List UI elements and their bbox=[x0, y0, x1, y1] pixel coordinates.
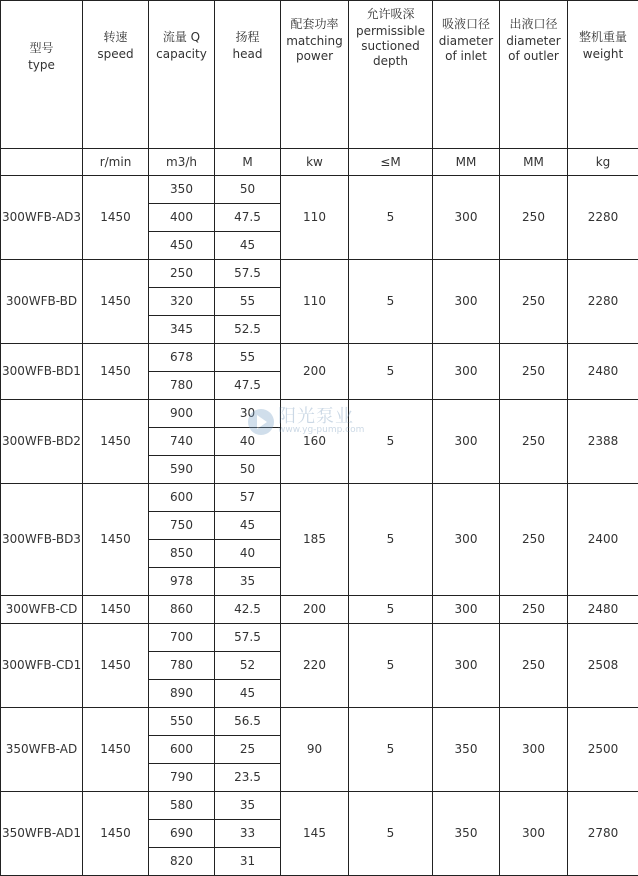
model-capacity: 250 bbox=[149, 260, 215, 288]
model-outlet: 250 bbox=[500, 260, 568, 344]
model-outlet: 250 bbox=[500, 176, 568, 260]
model-speed: 1450 bbox=[83, 344, 149, 400]
model-inlet: 300 bbox=[433, 596, 500, 624]
model-capacity: 780 bbox=[149, 372, 215, 400]
units-empty-cell bbox=[1, 149, 83, 176]
model-speed: 1450 bbox=[83, 176, 149, 260]
model-depth: 5 bbox=[349, 624, 433, 708]
model-power: 160 bbox=[281, 400, 349, 484]
model-capacity: 678 bbox=[149, 344, 215, 372]
model-head: 33 bbox=[215, 820, 281, 848]
model-capacity: 900 bbox=[149, 400, 215, 428]
model-power: 220 bbox=[281, 624, 349, 708]
model-capacity: 780 bbox=[149, 652, 215, 680]
model-speed: 1450 bbox=[83, 792, 149, 876]
model-head: 55 bbox=[215, 344, 281, 372]
unit-head: M bbox=[215, 149, 281, 176]
model-inlet: 300 bbox=[433, 624, 500, 708]
model-capacity: 550 bbox=[149, 708, 215, 736]
model-head: 47.5 bbox=[215, 372, 281, 400]
model-weight: 2400 bbox=[568, 484, 638, 596]
model-weight: 2280 bbox=[568, 176, 638, 260]
unit-weight: kg bbox=[568, 149, 638, 176]
model-head: 50 bbox=[215, 456, 281, 484]
model-power: 110 bbox=[281, 176, 349, 260]
model-head: 52.5 bbox=[215, 316, 281, 344]
model-head: 56.5 bbox=[215, 708, 281, 736]
model-type: 350WFB-AD bbox=[1, 708, 83, 792]
model-capacity: 820 bbox=[149, 848, 215, 876]
model-inlet: 300 bbox=[433, 484, 500, 596]
model-power: 185 bbox=[281, 484, 349, 596]
model-depth: 5 bbox=[349, 400, 433, 484]
model-type: 300WFB-BD3 bbox=[1, 484, 83, 596]
table-row bbox=[1, 176, 638, 204]
table-row bbox=[1, 624, 638, 652]
model-head: 30 bbox=[215, 400, 281, 428]
header-type-cn: 型号 bbox=[1, 41, 82, 56]
model-depth: 5 bbox=[349, 484, 433, 596]
model-inlet: 300 bbox=[433, 400, 500, 484]
model-type: 350WFB-AD1 bbox=[1, 792, 83, 876]
model-speed: 1450 bbox=[83, 484, 149, 596]
model-head: 47.5 bbox=[215, 204, 281, 232]
model-inlet: 300 bbox=[433, 344, 500, 400]
model-head: 23.5 bbox=[215, 764, 281, 792]
header-power-en: matching power bbox=[281, 34, 348, 64]
model-type: 300WFB-AD3 bbox=[1, 176, 83, 260]
model-outlet: 300 bbox=[500, 708, 568, 792]
model-capacity: 600 bbox=[149, 736, 215, 764]
model-inlet: 350 bbox=[433, 792, 500, 876]
model-capacity: 978 bbox=[149, 568, 215, 596]
table-row bbox=[1, 792, 638, 820]
unit-speed: r/min bbox=[83, 149, 149, 176]
header-type bbox=[1, 1, 83, 149]
model-power: 145 bbox=[281, 792, 349, 876]
model-head: 55 bbox=[215, 288, 281, 316]
model-type: 300WFB-BD2 bbox=[1, 400, 83, 484]
model-head: 52 bbox=[215, 652, 281, 680]
model-type: 300WFB-CD1 bbox=[1, 624, 83, 708]
model-weight: 2280 bbox=[568, 260, 638, 344]
table-row bbox=[1, 596, 638, 624]
model-inlet: 350 bbox=[433, 708, 500, 792]
header-weight bbox=[568, 1, 638, 149]
model-head: 45 bbox=[215, 680, 281, 708]
header-head bbox=[215, 1, 281, 149]
model-inlet: 300 bbox=[433, 176, 500, 260]
header-speed-en: speed bbox=[83, 47, 148, 62]
header-outlet-cn: 出液口径 bbox=[500, 17, 567, 32]
model-weight: 2480 bbox=[568, 344, 638, 400]
header-power bbox=[281, 1, 349, 149]
header-type-en: type bbox=[1, 58, 82, 73]
header-depth-cn: 允许吸深 bbox=[349, 7, 432, 22]
header-speed-cn: 转速 bbox=[83, 30, 148, 45]
unit-power: kw bbox=[281, 149, 349, 176]
model-capacity: 790 bbox=[149, 764, 215, 792]
model-outlet: 250 bbox=[500, 484, 568, 596]
model-capacity: 400 bbox=[149, 204, 215, 232]
model-speed: 1450 bbox=[83, 596, 149, 624]
model-capacity: 320 bbox=[149, 288, 215, 316]
header-outlet-en: diameter of outler bbox=[500, 34, 567, 64]
header-inlet-en: diameter of inlet bbox=[433, 34, 499, 64]
header-row bbox=[1, 1, 638, 149]
model-capacity: 890 bbox=[149, 680, 215, 708]
model-capacity: 590 bbox=[149, 456, 215, 484]
model-depth: 5 bbox=[349, 344, 433, 400]
model-depth: 5 bbox=[349, 176, 433, 260]
model-weight: 2508 bbox=[568, 624, 638, 708]
table-row bbox=[1, 260, 638, 288]
model-depth: 5 bbox=[349, 260, 433, 344]
watermark-name: 阳光泵业 bbox=[278, 408, 364, 426]
header-depth-en: permissible suctioned depth bbox=[349, 24, 432, 69]
header-power-cn: 配套功率 bbox=[281, 17, 348, 32]
header-capacity-cn: 流量 Q bbox=[149, 30, 214, 45]
model-capacity: 850 bbox=[149, 540, 215, 568]
model-capacity: 740 bbox=[149, 428, 215, 456]
model-weight: 2780 bbox=[568, 792, 638, 876]
model-capacity: 350 bbox=[149, 176, 215, 204]
model-type: 300WFB-BD bbox=[1, 260, 83, 344]
unit-capacity: m3/h bbox=[149, 149, 215, 176]
model-outlet: 250 bbox=[500, 400, 568, 484]
header-depth bbox=[349, 1, 433, 149]
model-head: 50 bbox=[215, 176, 281, 204]
model-speed: 1450 bbox=[83, 400, 149, 484]
model-capacity: 600 bbox=[149, 484, 215, 512]
model-power: 90 bbox=[281, 708, 349, 792]
model-outlet: 300 bbox=[500, 792, 568, 876]
model-outlet: 250 bbox=[500, 596, 568, 624]
model-speed: 1450 bbox=[83, 624, 149, 708]
watermark-url: www.yg-pump.com bbox=[278, 426, 364, 435]
model-depth: 5 bbox=[349, 596, 433, 624]
unit-inlet: MM bbox=[433, 149, 500, 176]
header-head-cn: 扬程 bbox=[215, 30, 280, 45]
model-weight: 2480 bbox=[568, 596, 638, 624]
model-capacity: 690 bbox=[149, 820, 215, 848]
units-row bbox=[1, 149, 638, 176]
model-head: 45 bbox=[215, 512, 281, 540]
table-row bbox=[1, 344, 638, 372]
model-power: 200 bbox=[281, 344, 349, 400]
model-speed: 1450 bbox=[83, 260, 149, 344]
model-depth: 5 bbox=[349, 792, 433, 876]
model-head: 57.5 bbox=[215, 260, 281, 288]
model-outlet: 250 bbox=[500, 624, 568, 708]
header-head-en: head bbox=[215, 47, 280, 62]
model-depth: 5 bbox=[349, 708, 433, 792]
model-head: 57 bbox=[215, 484, 281, 512]
model-inlet: 300 bbox=[433, 260, 500, 344]
model-head: 35 bbox=[215, 568, 281, 596]
model-capacity: 700 bbox=[149, 624, 215, 652]
model-head: 25 bbox=[215, 736, 281, 764]
model-power: 200 bbox=[281, 596, 349, 624]
model-capacity: 450 bbox=[149, 232, 215, 260]
unit-depth: ≤M bbox=[349, 149, 433, 176]
unit-outlet: MM bbox=[500, 149, 568, 176]
model-capacity: 860 bbox=[149, 596, 215, 624]
model-head: 31 bbox=[215, 848, 281, 876]
model-head: 40 bbox=[215, 428, 281, 456]
model-speed: 1450 bbox=[83, 708, 149, 792]
model-power: 110 bbox=[281, 260, 349, 344]
model-capacity: 750 bbox=[149, 512, 215, 540]
model-head: 40 bbox=[215, 540, 281, 568]
model-outlet: 250 bbox=[500, 344, 568, 400]
header-weight-cn: 整机重量 bbox=[568, 30, 638, 45]
header-speed bbox=[83, 1, 149, 149]
table-row bbox=[1, 484, 638, 512]
header-outlet bbox=[500, 1, 568, 149]
header-inlet-cn: 吸液口径 bbox=[433, 17, 499, 32]
header-weight-en: weight bbox=[568, 47, 638, 62]
header-inlet bbox=[433, 1, 500, 149]
model-type: 300WFB-CD bbox=[1, 596, 83, 624]
model-head: 35 bbox=[215, 792, 281, 820]
header-capacity bbox=[149, 1, 215, 149]
header-capacity-en: capacity bbox=[149, 47, 214, 62]
table-row bbox=[1, 708, 638, 736]
model-head: 42.5 bbox=[215, 596, 281, 624]
model-type: 300WFB-BD1 bbox=[1, 344, 83, 400]
model-weight: 2500 bbox=[568, 708, 638, 792]
model-capacity: 580 bbox=[149, 792, 215, 820]
model-weight: 2388 bbox=[568, 400, 638, 484]
model-head: 57.5 bbox=[215, 624, 281, 652]
model-head: 45 bbox=[215, 232, 281, 260]
model-capacity: 345 bbox=[149, 316, 215, 344]
table-row bbox=[1, 400, 638, 428]
